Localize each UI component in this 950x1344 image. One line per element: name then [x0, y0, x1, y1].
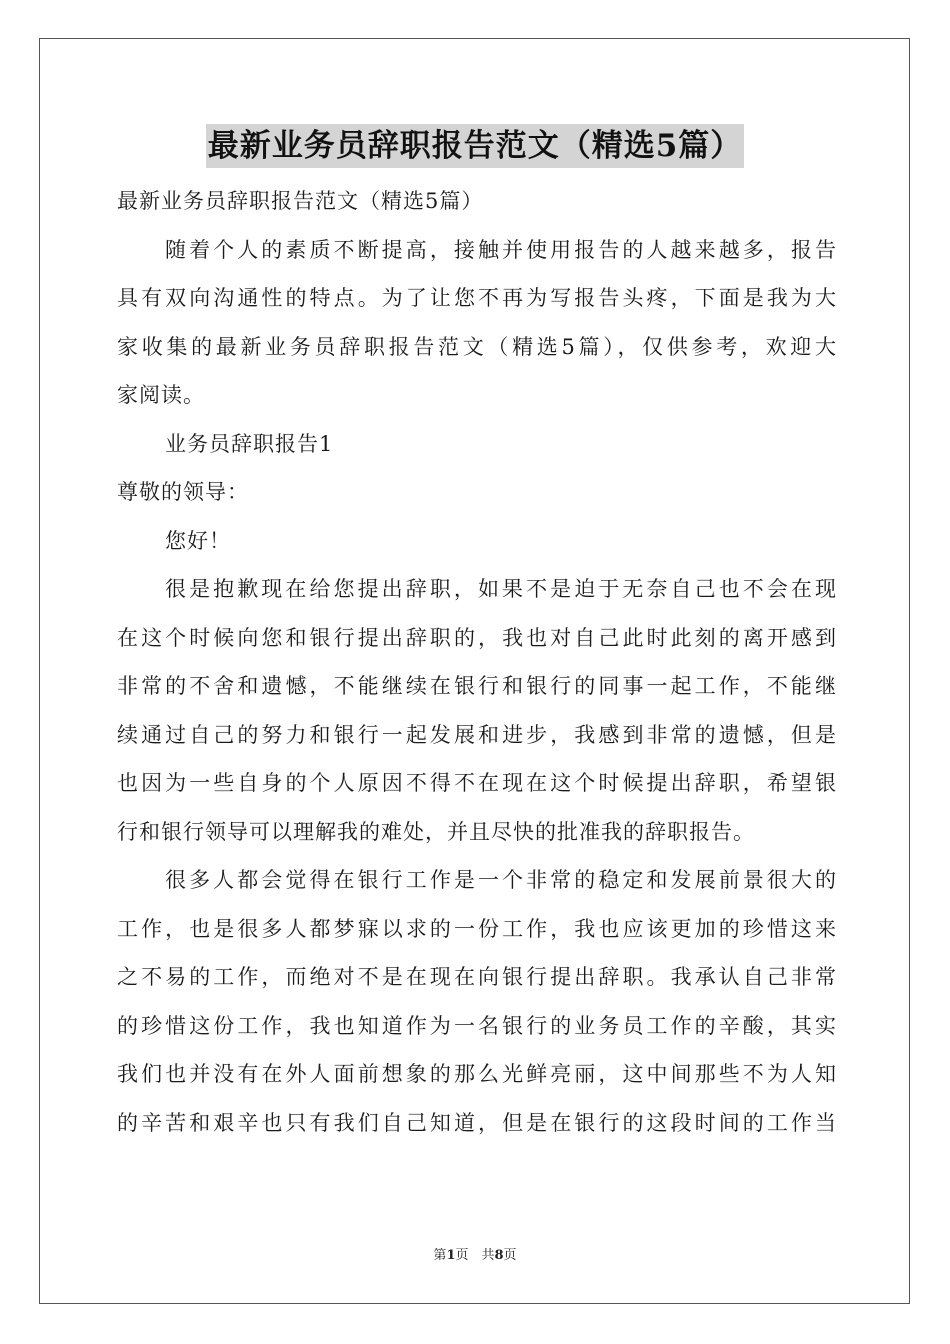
- section-heading: 业务员辞职报告1: [165, 431, 334, 456]
- document-body: [117, 177, 837, 1147]
- paragraph1-line: 行和银行领导可以理解我的难处，并且尽快的批准我的辞职报告。: [117, 819, 755, 844]
- paragraph2-line: 我们也并没有在外人面前想象的那么光鲜亮丽，这中间那些不为人知: [117, 1062, 837, 1086]
- footer-page-suffix: 页: [503, 1248, 517, 1263]
- intro-line: 家阅读。: [117, 383, 205, 407]
- paragraph1-line: 也因为一些自身的个人原因不得不在现在这个时候提出辞职，希望银: [117, 771, 837, 795]
- document-subtitle: 最新业务员辞职报告范文（精选5篇）: [117, 189, 484, 213]
- intro-line: 家收集的最新业务员辞职报告范文（精选5篇），仅供参考，欢迎大: [117, 334, 837, 359]
- document-title: 最新业务员辞职报告范文（精选5篇）: [206, 124, 745, 168]
- paragraph1-line: 很是抱歉现在给您提出辞职，如果不是迫于无奈自己也不会在现: [165, 577, 837, 601]
- intro-line: 具有双向沟通性的特点。为了让您不再为写报告头疼，下面是我为大: [117, 286, 837, 310]
- paragraph1-line: 非常的不舍和遗憾，不能继续在银行和银行的同事一起工作，不能继: [117, 674, 837, 698]
- intro-line: 随着个人的素质不断提高，接触并使用报告的人越来越多，报告: [165, 237, 837, 262]
- page-footer: [0, 1247, 950, 1265]
- footer-page-current: 1: [446, 1248, 456, 1263]
- paragraph2-line: 很多人都会觉得在银行工作是一个非常的稳定和发展前景很大的: [165, 868, 837, 892]
- paragraph2-line: 的珍惜这份工作，我也知道作为一名银行的业务员工作的辛酸，其实: [117, 1013, 837, 1038]
- paragraph2-line: 工作，也是很多人都梦寐以求的一份工作，我也应该更加的珍惜这来: [117, 916, 837, 941]
- paragraph2-line: 的辛苦和艰辛也只有我们自己知道，但是在银行的这段时间的工作当: [117, 1110, 837, 1135]
- footer-page-total: 8: [494, 1248, 504, 1263]
- title-container: [0, 124, 950, 168]
- paragraph1-line: 续通过自己的努力和银行一起发展和进步，我感到非常的遗憾，但是: [117, 722, 837, 747]
- greeting: 您好！: [165, 528, 231, 553]
- footer-page-prefix: 第: [433, 1248, 447, 1263]
- paragraph1-line: 在这个时候向您和银行提出辞职的，我也对自己此时此刻的离开感到: [117, 625, 837, 650]
- salutation: 尊敬的领导：: [117, 480, 249, 504]
- paragraph2-line: 之不易的工作，而绝对不是在现在向银行提出辞职。我承认自己非常: [117, 965, 837, 989]
- footer-page-mid: 页 共: [455, 1248, 495, 1263]
